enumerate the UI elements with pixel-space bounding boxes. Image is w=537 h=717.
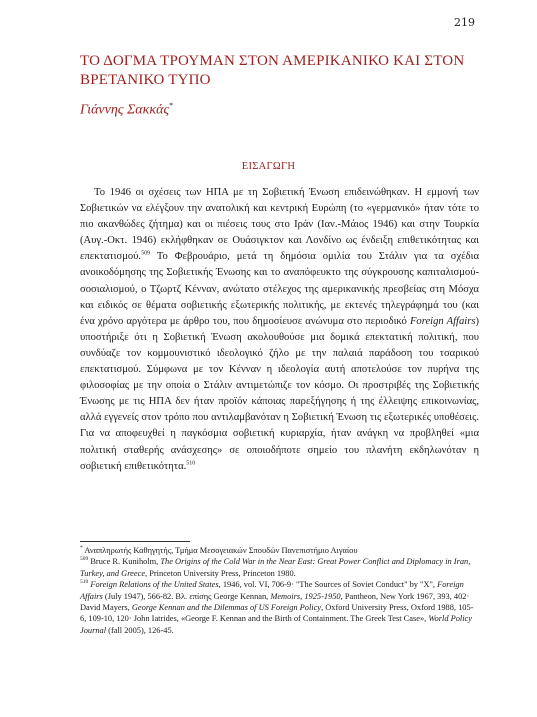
footnote-author-text: Αναπληρωτής Καθηγητής, Τμήμα Μεσογειακών Σπουδών Πανεπιστήμιο Αιγαίου bbox=[84, 546, 358, 555]
page-number: 219 bbox=[454, 16, 475, 29]
footnote-510-journal: World Policy Journal bbox=[80, 614, 472, 635]
footnote-author bbox=[80, 545, 479, 556]
body-text-part-3: ) υποστήριξε ότι η Σοβιετική Ένωση ακολουθούσε μια δομικά επεκτατική πολιτική, που συνδύαζε τον κομμουνιστικό ιδεολογικό ζήλο με την παλαιά παράδοση του τσαρικού επεκτατισμού. Σύμφωνα με τον Κένναν η ιδεολογία αυτή αποτελούσε τον πυρήνα της φιλοσοφίας με την οποία ο Στάλιν αντιμετώπιζε τον κόσμο. Οι προστριβές της Σοβιετικής Ένωσης με τις ΗΠΑ δεν ήταν προϊόν κάποιας παρεξήγησης ή της έλλειψης επικοινωνίας, αλλά εγγενείς στον τρόπο που αντιλαμβανόταν η Σοβιετική Ένωση τις εξωτερικές υποθέσεις. Για να αποφευχθεί η παγκόσμια σοβιετική κυριαρχία, ήταν ανάγκη να προβληθεί «μια πολιτική σταθερής ανάσχεσης» σε οποιοδήποτε σημείο του πλανήτη εκδηλωνόταν η σοβιετική επιθετικότητα. bbox=[80, 315, 479, 472]
footnote-510-part-b: , 1946, vol. VI, 706-9· "The Sources of Soviet Conduct" by "X", bbox=[218, 580, 436, 590]
footnote-510-part-d: (July 1947), 566-82. Βλ. επίσης George Kennan, bbox=[104, 591, 269, 601]
section-heading: ΕΙΣΑΓΩΓΗ bbox=[241, 161, 296, 172]
footnote-509-number: 509 bbox=[80, 556, 89, 563]
footnote-510-number: 510 bbox=[80, 579, 89, 586]
author-name: Γιάννης Σακκάς bbox=[80, 102, 170, 118]
footnote-510-memoirs: Memoirs, 1925-1950 bbox=[270, 591, 341, 601]
footnote-510-foreign-affairs: Foreign Affairs bbox=[80, 580, 464, 601]
footnotes bbox=[80, 545, 479, 636]
footnote-509-author: Bruce R. Kuniholm, bbox=[90, 557, 159, 567]
footnote-star-mark: * bbox=[80, 545, 83, 552]
body-paragraph bbox=[80, 185, 479, 475]
footnote-509-publisher: , Princeton University Press, Princeton 1980. bbox=[145, 568, 296, 578]
footnote-510-frus: Foreign Relations of the United States bbox=[90, 580, 219, 590]
body-text-part-2: Το Φεβρουάριο, μετά τη δημόσια ομιλία του Στάλιν για τα σχέδια ανοικοδόμησης της Σοβιετικής Ένωσης και το αναπόφευκτο της σύγκρουσης καπιταλισμού-σοσιαλισμού, ο Τζωρτζ Κένναν, ανώτατο στέλεχος της αμερικανικής πρεσβείας στη Μόσχα και ειδικός σε θέματα σοβιετικής εξωτερικής πολιτικής, με εκτενές τηλεγράφημά του (και ένα χρόνο αργότερα με άρθρο του, που δημοσίευσε ανώνυμα στο περιοδικό bbox=[80, 251, 479, 327]
author-line bbox=[80, 101, 173, 119]
footnote-ref-509: 509 bbox=[141, 250, 151, 257]
journal-name: Foreign Affairs bbox=[409, 315, 476, 327]
author-footnote-mark: * bbox=[169, 101, 174, 110]
footnote-ref-510: 510 bbox=[186, 460, 196, 467]
body-text-part-1: Το 1946 οι σχέσεις των ΗΠΑ με τη Σοβιετική Ένωση επιδεινώθηκαν. Η εμμονή των Σοβιετικών να ελέγξουν την ανατολική και κεντρική Ευρώπη (το «γερμανικό» ήταν τότε το πιο ακανθώδες ζήτημα) και οι πιέσεις τους στο Ιράν (Ιαν.-Μάιος 1946) και στην Τουρκία (Αυγ.-Οκτ. 1946) εκλήφθηκαν σε Ουάσιγκτον και Λονδίνο ως ένδειξη επιθετικότητας και επεκτατισμού. bbox=[80, 187, 479, 263]
footnote-510-part-h: , Oxford University Press, Oxford 1988, 105-6, 109-10, 120· John Iatrides, «George F. Kennan and the Birth of Containment. The Greek Test Case», bbox=[80, 603, 474, 624]
footnote-509-book-title: The Origins of the Cold War in the Near East: Great Power Conflict and Diplomacy in Iran, Turkey, and Greece bbox=[80, 557, 471, 578]
footnote-510-part-j: (fall 2005), 126-45. bbox=[108, 625, 174, 635]
footnote-509 bbox=[80, 556, 479, 579]
footnote-510-part-f: , Pantheon, New York 1967, 393, 402· David Mayers, bbox=[80, 591, 470, 613]
article-title: ΤΟ ΔΟΓΜΑ ΤΡΟΥΜΑΝ ΣΤΟΝ ΑΜΕΡΙΚΑΝΙΚΟ ΚΑΙ ΣΤΟΝ ΒΡΕΤΑΝΙΚΟ ΤΥΠΟ bbox=[80, 53, 465, 88]
footnote-510 bbox=[80, 579, 479, 636]
footnote-510-mayers-title: George Kennan and the Dilemmas of US Foreign Policy bbox=[131, 603, 322, 613]
footnote-divider bbox=[80, 541, 190, 542]
